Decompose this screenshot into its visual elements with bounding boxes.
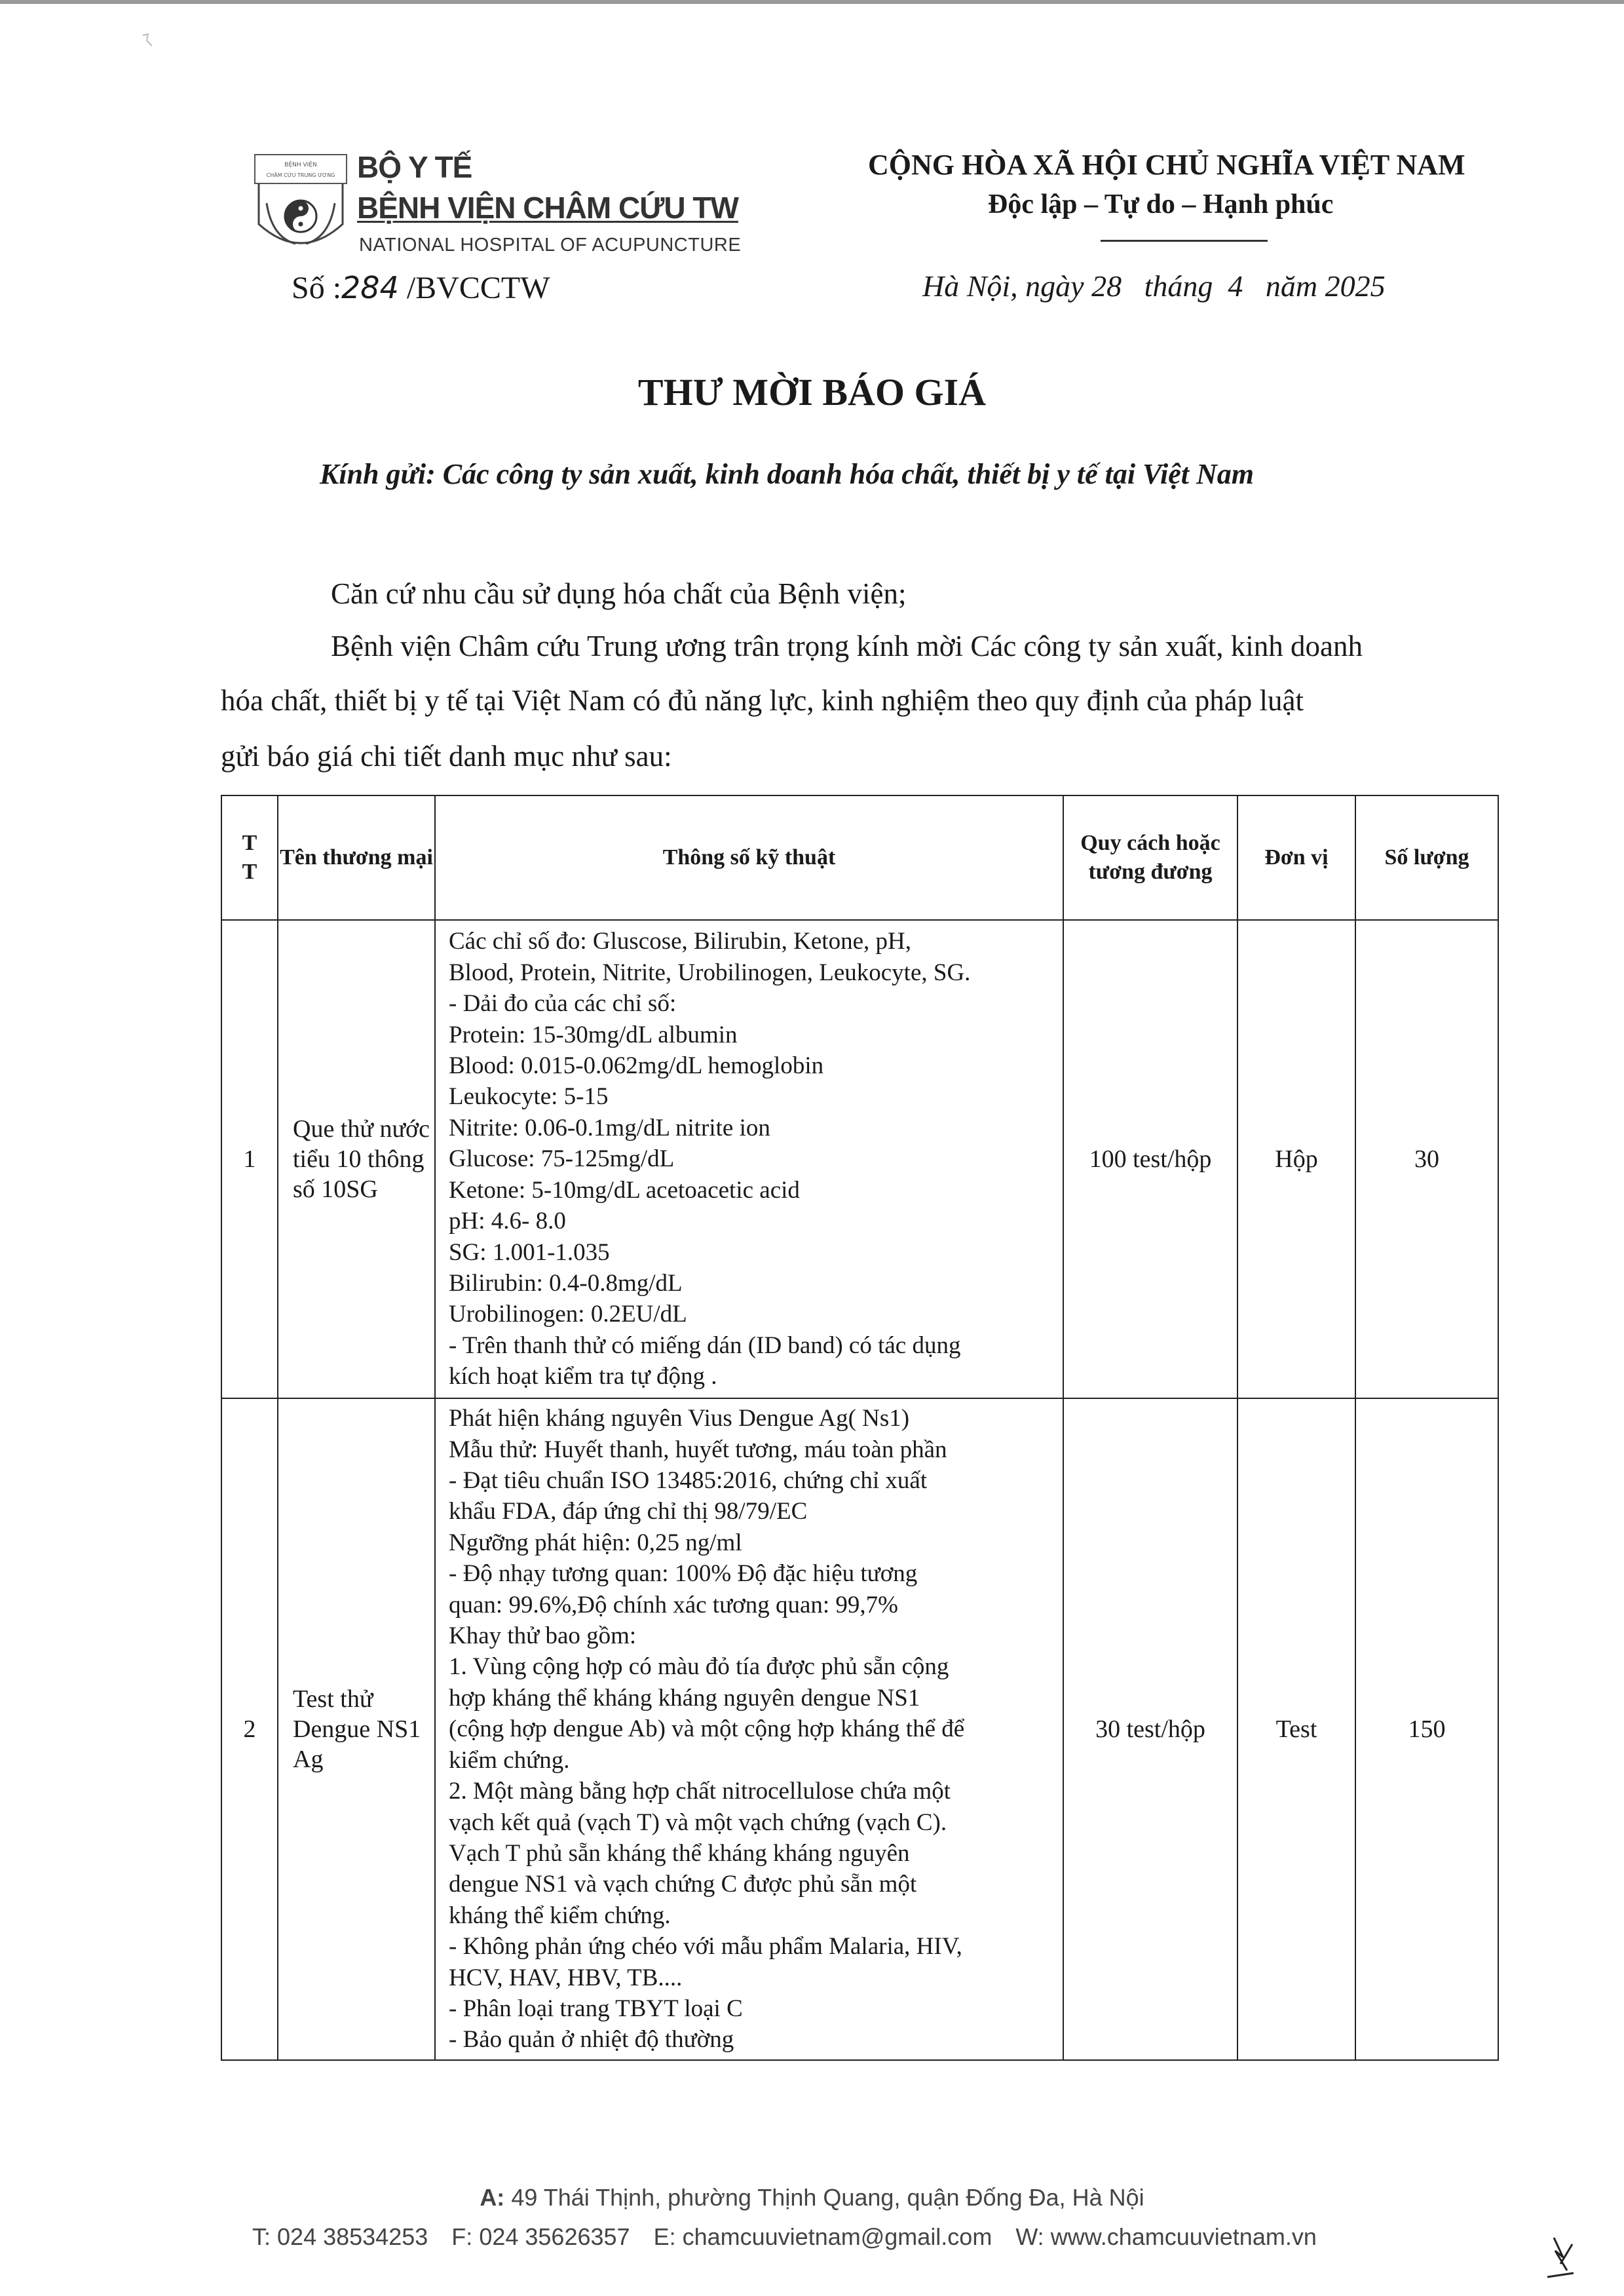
spec-line: Leukocyte: 5-15 <box>449 1083 609 1111</box>
body-paragraph-3: hóa chất, thiết bị y tế tại Việt Nam có đủ năng lực, kinh nghiệm theo quy định của pháp luật <box>221 684 1304 717</box>
spec-line: pH: 4.6- 8.0 <box>449 1208 566 1235</box>
spec-line: hợp kháng thể kháng kháng nguyên dengue NS1 <box>449 1684 920 1712</box>
spec-line: HCV, HAV, HBV, TB.... <box>449 1964 683 1991</box>
footer-tel-label: T: <box>252 2223 271 2250</box>
spec-line: - Bảo quản ở nhiệt độ thường <box>449 2026 734 2054</box>
spec-line: SG: 1.001-1.035 <box>449 1238 610 1266</box>
header-qty: Số lượng <box>1355 795 1498 920</box>
footer-address <box>0 2184 1624 2211</box>
greeting: Kính gửi: Các công ty sản xuất, kinh doanh hóa chất, thiết bị y tế tại Việt Nam <box>320 458 1255 490</box>
document-number-suffix: /BVCCTW <box>406 271 550 305</box>
spec-line: - Độ nhạy tương quan: 100% Độ đặc hiệu tương <box>449 1560 918 1588</box>
national-motto: Độc lập – Tự do – Hạnh phúc <box>988 189 1334 220</box>
spec-line: Glucose: 75-125mg/dL <box>449 1145 675 1173</box>
spec-line: (cộng hợp dengue Ab) và một cộng hợp kháng thể để <box>449 1715 965 1743</box>
spec-line: Blood, Protein, Nitrite, Urobilinogen, Leukocyte, SG. <box>449 959 971 986</box>
table-header-row <box>221 795 1498 920</box>
row-1-unit: Hộp <box>1237 920 1355 1398</box>
row-2-spec <box>435 1398 1063 2060</box>
row-2-pack: 30 test/hộp <box>1063 1398 1237 2060</box>
hospital-name-english: NATIONAL HOSPITAL OF ACUPUNCTURE <box>359 235 742 256</box>
spec-line: - Dải đo của các chỉ số: <box>449 990 677 1018</box>
header-pack: Quy cách hoặc tương đương <box>1063 795 1237 920</box>
footer-address-value: 49 Thái Thịnh, phường Thịnh Quang, quận Đống Đa, Hà Nội <box>511 2184 1144 2211</box>
ministry-name: BỘ Y TẾ <box>357 150 472 184</box>
spec-line: 2. Một màng bằng hợp chất nitrocellulose chứa một <box>449 1778 951 1805</box>
footer-tel: 024 38534253 <box>277 2223 428 2250</box>
header-tt <box>221 795 278 920</box>
spec-line: 1. Vùng cộng hợp có màu đỏ tía được phủ sẵn cộng <box>449 1653 949 1681</box>
spec-line: kháng thể kiểm chứng. <box>449 1902 671 1929</box>
header-spec: Thông số kỹ thuật <box>435 795 1063 920</box>
document-title: THƯ MỜI BÁO GIÁ <box>637 371 987 413</box>
header-unit: Đơn vị <box>1237 795 1355 920</box>
row-1-name: Que thử nước tiểu 10 thông số 10SG <box>278 920 435 1398</box>
body-paragraph-4: gửi báo giá chi tiết danh mục như sau: <box>221 740 672 773</box>
footer-web: www.chamcuuvietnam.vn <box>1050 2223 1317 2250</box>
spec-line: Phát hiện kháng nguyên Vius Dengue Ag( Ns1) <box>449 1405 910 1432</box>
national-title: CỘNG HÒA XÃ HỘI CHỦ NGHĨA VIỆT NAM <box>868 149 1465 181</box>
spec-line: Vạch T phủ sẵn kháng thể kháng kháng nguyên <box>449 1839 910 1867</box>
spec-line: Urobilinogen: 0.2EU/dL <box>449 1301 687 1328</box>
date-line: Hà Nội, ngày 28 tháng 4 năm 2025 <box>922 269 1386 303</box>
row-1-pack: 100 test/hộp <box>1063 920 1237 1398</box>
row-2-tt: 2 <box>221 1398 278 2060</box>
spec-line: Mẫu thử: Huyết thanh, huyết tương, máu toàn phần <box>449 1436 947 1463</box>
body-paragraph-1: Căn cứ nhu cầu sử dụng hóa chất của Bệnh viện; <box>331 577 907 610</box>
spec-line: kích hoạt kiểm tra tự động . <box>449 1363 717 1390</box>
row-2-unit: Test <box>1237 1398 1355 2060</box>
spec-line: quan: 99.6%,Độ chính xác tương quan: 99,7% <box>449 1591 898 1618</box>
spec-line: - Trên thanh thử có miếng dán (ID band) có tác dụng <box>449 1331 961 1359</box>
hospital-name: BỆNH VIỆN CHÂM CỨU TW <box>357 191 738 225</box>
footer-fax-label: F: <box>451 2223 473 2250</box>
spec-line: Các chỉ số đo: Gluscose, Bilirubin, Ketone, pH, <box>449 928 911 955</box>
spec-line: Protein: 15-30mg/dL albumin <box>449 1021 738 1048</box>
spec-line: - Không phản ứng chéo với mẫu phẩm Malaria, HIV, <box>449 1933 962 1961</box>
svg-text:BỆNH VIỆN: BỆNH VIỆN <box>284 162 317 168</box>
scan-speck-icon <box>139 31 159 58</box>
document-number-prefix: Số : <box>292 271 342 305</box>
initial-signature-icon <box>1541 2231 1580 2284</box>
svg-text:CHÂM CỨU TRUNG ƯƠNG: CHÂM CỨU TRUNG ƯƠNG <box>266 172 335 178</box>
row-1-qty: 30 <box>1355 920 1498 1398</box>
item-table <box>221 795 1499 2061</box>
row-2-name: Test thử Dengue NS1 Ag <box>278 1398 435 2060</box>
document-number <box>292 270 550 306</box>
row-1-spec <box>435 920 1063 1398</box>
motto-underline <box>1101 240 1268 242</box>
scan-border <box>0 0 1624 4</box>
row-1-tt: 1 <box>221 920 278 1398</box>
spec-line: Ngưỡng phát hiện: 0,25 ng/ml <box>449 1529 742 1556</box>
document-number-handwritten: 284 <box>341 270 399 305</box>
spec-line: Ketone: 5-10mg/dL acetoacetic acid <box>449 1176 800 1204</box>
header-tt-label: T T <box>242 831 257 884</box>
footer-address-label: A: <box>480 2184 505 2211</box>
table-row <box>221 1398 1498 2060</box>
footer-email: chamcuuvietnam@gmail.com <box>682 2223 992 2250</box>
spec-line: Khay thử bao gồm: <box>449 1622 637 1650</box>
spec-line: khẩu FDA, đáp ứng chỉ thị 98/79/EC <box>449 1498 808 1525</box>
footer-web-label: W: <box>1015 2223 1044 2250</box>
row-2-qty: 150 <box>1355 1398 1498 2060</box>
table-row <box>221 920 1498 1398</box>
spec-line: kiểm chứng. <box>449 1746 570 1774</box>
spec-line: Blood: 0.015-0.062mg/dL hemoglobin <box>449 1052 824 1080</box>
spec-line: - Đạt tiêu chuẩn ISO 13485:2016, chứng chỉ xuất <box>449 1467 928 1495</box>
spec-line: - Phân loại trang TBYT loại C <box>449 1995 743 2022</box>
spec-line: dengue NS1 và vạch chứng C được phủ sẵn một <box>449 1871 917 1898</box>
footer-contacts <box>252 2223 1317 2251</box>
spec-line: Bilirubin: 0.4-0.8mg/dL <box>449 1269 683 1297</box>
header-name: Tên thương mại <box>278 795 435 920</box>
footer-email-label: E: <box>653 2223 676 2250</box>
footer-fax: 024 35626357 <box>479 2223 630 2250</box>
body-paragraph-2: Bệnh viện Châm cứu Trung ương trân trọng kính mời Các công ty sản xuất, kinh doanh <box>331 630 1363 662</box>
hospital-logo <box>252 152 349 262</box>
spec-line: Nitrite: 0.06-0.1mg/dL nitrite ion <box>449 1114 770 1141</box>
spec-line: vạch kết quả (vạch T) và một vạch chứng (vạch C). <box>449 1808 947 1836</box>
